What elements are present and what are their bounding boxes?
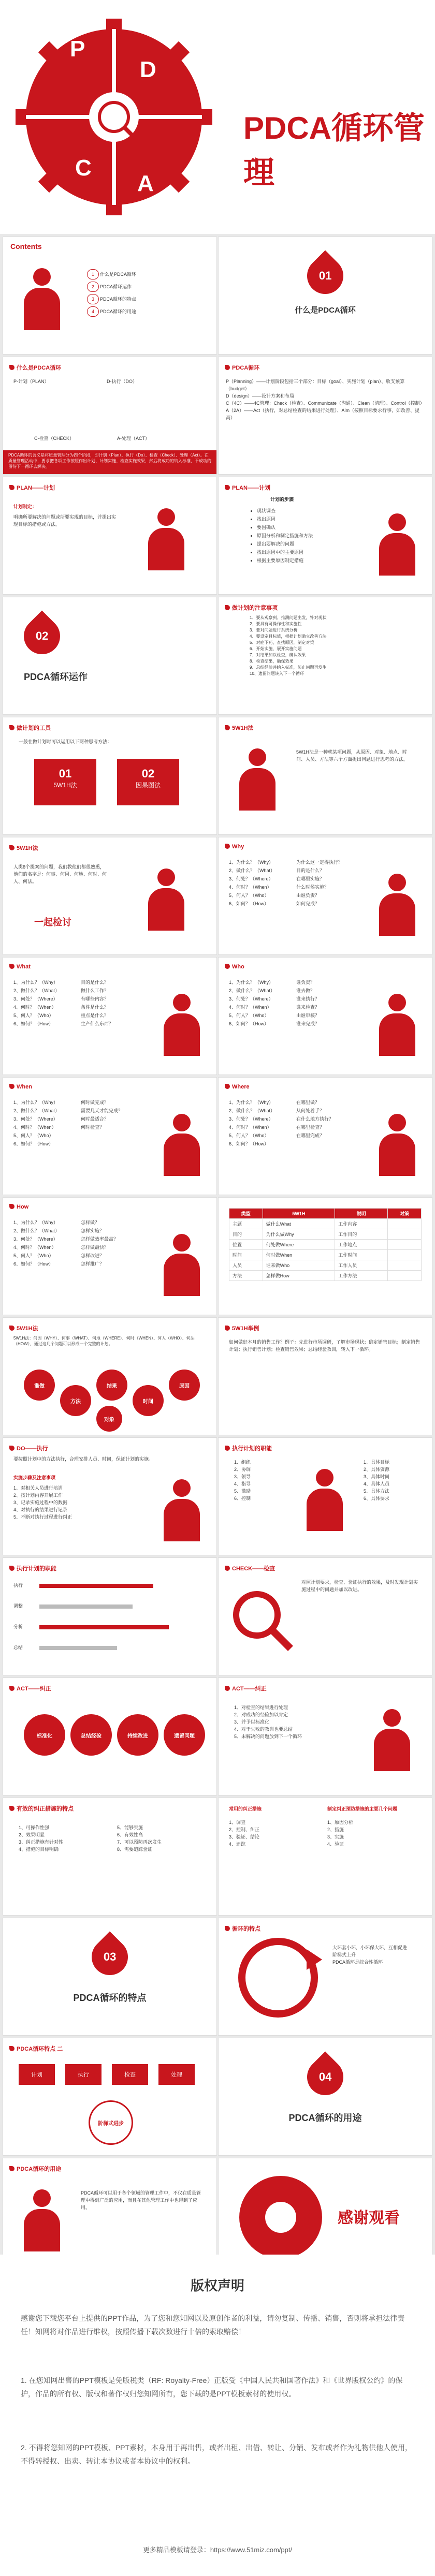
slide-title: 5W1H法 <box>225 724 254 732</box>
person-icon <box>301 1469 348 1531</box>
plan-step: • 找出原因 <box>257 516 313 523</box>
note-item: 3、要对问题进行系统分析 <box>250 628 298 632</box>
plan-text: 明确所要解决的问题或所要实现的目标，并提出实现目标的措施或方法。 <box>13 514 117 527</box>
slide-how <box>3 1198 216 1315</box>
pdca-item: A（2A）——Act（执行，对总结检查的结果进行处理）、Aim（按照目标要求行事，如改善、提高） <box>226 408 420 420</box>
person-icon <box>143 508 190 570</box>
person-icon <box>158 994 205 1056</box>
question: 2、做什么？（What） <box>13 1228 60 1233</box>
magnifier-icon <box>226 1584 298 1656</box>
plan-label: 计划制定： <box>13 504 37 509</box>
person-icon <box>158 1479 205 1541</box>
question: 2、做什么？（What） <box>13 1108 60 1113</box>
question: 2、做什么？（What） <box>229 988 276 993</box>
question: 6、如何？（How） <box>229 901 269 906</box>
progress-bar <box>39 1605 133 1609</box>
bar-label: 执行 <box>13 1583 23 1588</box>
5w1h-table: 类型 5W1H 说明 对策 主题 做什么What 工作内容 目的 为什么做Why 工作目的 位置 何处做Where 工作地点 时间 何时做When 工作时间 人员 谁来做Who 工作人员 方法 怎样做How 工作方法 <box>229 1208 422 1281</box>
act-item: 4、对于失败的教训也要总结 <box>234 1727 293 1732</box>
answer: 有哪些内容？ <box>81 996 109 1002</box>
slide-title: Where <box>225 1084 250 1090</box>
cycle-step: 处理 <box>158 2064 195 2085</box>
slide-title: ACT——纠正 <box>225 1684 267 1692</box>
note-item: 7、对结果加以检查，确认效果 <box>250 653 306 657</box>
note-item: 5、对症下药，查找原因，制定对策 <box>250 640 314 645</box>
slogan-text: 人类6个提案的问题，我们教他们都很熟悉，他们的名字是：何事、何因、何地、何时、何人、何法。 <box>13 864 107 884</box>
progress-bar <box>39 1646 117 1650</box>
function-item: 5、激励 <box>234 1489 251 1494</box>
measure-item: 2、控制、纠正 <box>229 1827 260 1832</box>
question: 6、如何？（How） <box>13 1021 54 1026</box>
corrective-item: 6、有效性高 <box>117 1832 143 1837</box>
thanks-text: 感谢观看 <box>338 2210 400 2227</box>
copyright-paragraph: 感谢您下载您平台上提供的PPT作品，为了您和您知网以及原创作者的利益，请勿复制、传播、销售，否则将承担法律责任！知网将对作品进行维权，按照传播下载次数进行十倍的索取赔偿！ <box>21 2314 405 2336</box>
tool-5w1h[interactable]: 01 5W1H法 <box>34 759 96 805</box>
pdca-label-d: D-执行（DO） <box>107 379 137 384</box>
slide-title: ACT——纠正 <box>9 1684 51 1692</box>
question: 6、如何？（How） <box>13 1141 54 1146</box>
function-item: 6、具体要求 <box>364 1496 390 1501</box>
function-item: 1、组织 <box>234 1460 251 1465</box>
slide-title: When <box>9 1084 32 1090</box>
table-row: 时间 何时做When 工作时间 <box>229 1250 422 1260</box>
do-step: 2、按计划内容开展工作 <box>13 1493 63 1498</box>
copyright-title: 版权声明 <box>190 2278 244 2293</box>
slide-act-2 <box>219 1678 432 1795</box>
slide-act-1 <box>3 1678 216 1795</box>
slide-title: How <box>9 1204 28 1210</box>
contents-item[interactable]: 2 PDCA循环运作 <box>86 281 136 293</box>
slide-5w1h-table <box>219 1198 432 1315</box>
slide-title: 做计划的注意事项 <box>225 603 278 612</box>
do-step: 1、对相关人员进行培训 <box>13 1485 63 1491</box>
question: 5、何人？（Who） <box>13 1013 54 1018</box>
question: 3、何处？（Where） <box>229 996 273 1002</box>
corrective-item: 2、效果明显 <box>19 1832 45 1837</box>
slide-corrective <box>3 1798 216 1915</box>
question: 1、为什么？（Why） <box>229 980 274 985</box>
answer: 生产什么东西？ <box>81 1021 114 1026</box>
question: 1、为什么？（Why） <box>13 1100 59 1105</box>
slide-section-03 <box>3 1918 216 2035</box>
contents-list <box>86 268 136 318</box>
question: 5、何人？（Who） <box>229 1013 269 1018</box>
table-row: 人员 谁来做Who 工作人员 <box>229 1260 422 1271</box>
section-number-badge: 02 <box>17 611 68 662</box>
slide-plan-2 <box>219 477 432 594</box>
answer: 谁来完成？ <box>296 1021 320 1026</box>
cycle-step: 计划 <box>19 2064 55 2085</box>
slide-title: 5W1H法 <box>9 1324 38 1332</box>
5w1h-text: 5W1H法是一种就某项问题，从原因、对象、地点、时间、人员、方法等六个方面提出问题进行思考的方法。 <box>296 749 409 762</box>
slide-title: PDCA循环的用途 <box>9 2165 61 2173</box>
answer: 从何处着手？ <box>296 1108 325 1113</box>
answer: 何时最适合？ <box>81 1116 109 1122</box>
copyright-paragraph: 1. 在您知网出售的PPT模板是免版税类（RF: Royalty-Free）正版受《中国人民共和国著作法》和《世界版权公约》的保护，作品的所有权、版权和著作权归您知网所有，您下载的是PPT模板素材的使用权。 <box>21 2376 403 2398</box>
contents-item[interactable]: 1 什么是PDCA循环 <box>86 268 136 281</box>
question: 6、如何？（How） <box>13 1261 54 1267</box>
person-icon <box>158 1234 205 1296</box>
table-row: 目的 为什么做Why 工作目的 <box>229 1229 422 1240</box>
answer: 在哪里做？ <box>296 1100 320 1105</box>
slide-do-bars <box>3 1558 216 1675</box>
function-item: 3、领导 <box>234 1474 251 1479</box>
pdca-item: P（Planning）——计划阶段包括三个部分：目标（goal）、实施计划（plan）、收支预算（budget） <box>226 379 405 391</box>
answer: 为什么这一定得执行？ <box>296 860 343 865</box>
slide-where <box>219 1078 432 1195</box>
person-icon <box>374 874 421 936</box>
answer: 条件是什么？ <box>81 1005 109 1010</box>
table-row: 位置 何处做Where 工作地点 <box>229 1240 422 1250</box>
bar-label: 总结 <box>13 1645 23 1650</box>
circle-node: 对象 <box>96 1406 122 1432</box>
answer: 谁来执行？ <box>296 996 320 1002</box>
plan-steps-heading: 计划的步骤 <box>270 497 294 502</box>
section-number-badge: 01 <box>300 251 351 302</box>
contents-item[interactable]: 4 PDCA循环的用途 <box>86 305 136 318</box>
cover-letter-c: C <box>75 155 92 181</box>
answer: 重点是什么？ <box>81 1013 109 1018</box>
slide-section-04 <box>219 2038 432 2155</box>
question: 4、何时？（When） <box>229 1005 272 1010</box>
slide-title: Why <box>225 844 244 850</box>
act-item: 5、未解决的问题放到下一个循环 <box>234 1734 302 1739</box>
question: 1、为什么？（Why） <box>229 1100 274 1105</box>
slide-corrective-measures <box>219 1798 432 1915</box>
section-number-badge: 04 <box>300 2052 351 2103</box>
answer: 需要几天才能完成？ <box>81 1108 123 1113</box>
person-icon <box>19 2189 65 2251</box>
circles-text: 5W1H法：何因（WHY）、何事（WHAT）、何地（WHERE）、何时（WHEN）、何人（WHO）、何法（HOW），通过这几个问题可以形成一个完整的计划。 <box>13 1336 195 1346</box>
note-item: 6、开始实施，展开实施问题 <box>250 646 302 651</box>
plan-step: • 要因确认 <box>257 524 313 531</box>
act-circle: 总结经验 <box>70 1714 112 1756</box>
question: 4、何时？（When） <box>229 885 272 890</box>
question: 2、做什么？（What） <box>229 868 276 873</box>
person-icon <box>143 869 190 931</box>
function-item: 2、协调 <box>234 1467 251 1472</box>
question: 2、做什么？（What） <box>13 988 60 993</box>
question: 6、如何？（How） <box>229 1141 269 1146</box>
table-row: 方法 怎样做How 工作方法 <box>229 1271 422 1281</box>
answer: 何时做完成？ <box>81 1100 109 1105</box>
center-circle: 阶梯式进步 <box>89 2100 133 2145</box>
function-item: 6、控制 <box>234 1496 251 1501</box>
circle-node: 谁做 <box>24 1370 55 1401</box>
slide-tools <box>3 717 216 834</box>
slide-title: DO——执行 <box>9 1444 48 1452</box>
plan-step: • 找出原因中的主要原因 <box>257 549 313 556</box>
copyright-link[interactable]: 更多精品模板请登录：https://www.51miz.com/ppt/ <box>142 2546 293 2554</box>
note-item: 1、要从观察到、推测问题出发，针对现状 <box>250 615 327 620</box>
measure-item: 3、实施 <box>327 1834 344 1839</box>
slide-title: PLAN——计划 <box>225 483 270 492</box>
copyright-panel <box>0 2255 435 2576</box>
slide-when <box>3 1078 216 1195</box>
answer: 怎样做最快？ <box>81 1245 109 1250</box>
corrective-item: 3、纠正措施有针对性 <box>19 1839 64 1845</box>
question: 4、何时？（When） <box>229 1125 272 1130</box>
slide-section-02 <box>3 597 216 714</box>
corrective-item: 1、可操作性强 <box>19 1825 50 1830</box>
slide-title: Who <box>225 964 244 970</box>
answer: 如何完成？ <box>296 901 320 906</box>
answer: 在哪里检查？ <box>296 1125 325 1130</box>
slide-title: 执行计划的职能 <box>225 1444 272 1452</box>
feature-item: 阶梯式上升 <box>332 1952 356 1957</box>
example-text: 如何做好本月的销售工作？例子：先进行市场调研，了解市场现状；确定销售目标；制定销售计划；执行销售计划；检查销售效果；总结经验教训，转入下一循环。 <box>229 1339 421 1352</box>
contents-item[interactable]: 3 PDCA循环的特点 <box>86 293 136 305</box>
question: 3、何处？（Where） <box>13 1116 58 1122</box>
plan-step: • 现状调查 <box>257 507 313 514</box>
cycle-step: 检查 <box>112 2064 148 2085</box>
slide-title: 执行计划的职能 <box>9 1564 56 1572</box>
question: 3、何处？（Where） <box>13 996 58 1002</box>
act-item: 2、对成功的经验加以肯定 <box>234 1712 288 1717</box>
slide-title: 做计划的工具 <box>9 724 51 732</box>
question: 4、何时？（When） <box>13 1125 56 1130</box>
do-step: 5、不断对执行过程进行纠正 <box>13 1514 72 1520</box>
slide-what-is-pdca <box>3 357 216 474</box>
slide-who <box>219 958 432 1074</box>
progress-bar <box>39 1625 169 1629</box>
measure-item: 1、原因分析 <box>327 1820 354 1825</box>
slide-title: 5W1H法 <box>9 844 38 852</box>
note-item: 4、要设定目标值，根据计划确立改善方法 <box>250 634 327 639</box>
slide-title: CHECK——检查 <box>225 1564 275 1572</box>
slide-5w1h-circles <box>3 1318 216 1435</box>
question: 3、何处？（Where） <box>13 1237 58 1242</box>
question: 1、为什么？（Why） <box>229 860 274 865</box>
question: 5、何人？（Who） <box>229 1133 269 1138</box>
cycle-icon <box>229 1929 327 2027</box>
corrective-item: 7、可以预防再次发生 <box>117 1839 162 1845</box>
slide-section-01 <box>219 237 432 354</box>
note-item: 9、总结经验并纳入标准，防止问题再发生 <box>250 665 327 670</box>
act-circle: 遗留问题 <box>164 1714 205 1756</box>
person-icon <box>158 1114 205 1176</box>
answer: 怎样做效率最高？ <box>81 1237 119 1242</box>
function-item: 4、具体人员 <box>364 1481 390 1486</box>
gear-graphic <box>10 3 218 231</box>
act-item: 1、对检查的结果进行处理 <box>234 1705 288 1710</box>
cover-letter-a: A <box>137 171 154 196</box>
act-circle: 标准化 <box>24 1714 65 1756</box>
person-icon <box>374 994 421 1056</box>
question: 3、何处？（Where） <box>229 876 273 881</box>
note-item: 2、要具有可操作性和实施性 <box>250 622 302 626</box>
measure-item: 4、验证 <box>327 1842 344 1847</box>
tool-fishbone[interactable]: 02 因果图法 <box>117 759 179 805</box>
act-item: 3、并予以标准化 <box>234 1719 270 1725</box>
answer: 谁负责？ <box>296 980 315 985</box>
cover-title: PDCA循环管理 <box>243 111 425 190</box>
left-title: 常用的纠正措施 <box>229 1806 262 1812</box>
slide-title: 循环的特点 <box>225 1924 260 1933</box>
section-title: PDCA循环的用途 <box>288 2113 362 2123</box>
feature-item: PDCA循环是综合性循环 <box>332 1960 383 1965</box>
do-sub: 实施步骤及注意事项 <box>13 1475 56 1480</box>
function-item: 4、指导 <box>234 1481 251 1486</box>
slogan: 一起检讨 <box>34 917 71 928</box>
function-item: 2、具体资源 <box>364 1467 390 1472</box>
question: 5、何人？（Who） <box>13 1133 54 1138</box>
person-icon <box>374 1114 421 1176</box>
section-title: 什么是PDCA循环 <box>295 306 356 315</box>
slide-contents <box>3 237 216 354</box>
gear-small-icon <box>229 2166 332 2269</box>
contents-heading: Contents <box>10 242 42 251</box>
question: 3、何处？（Where） <box>229 1116 273 1122</box>
slide-title: 什么是PDCA循环 <box>9 363 61 372</box>
slide-title: 有效的纠正措施的特点 <box>9 1804 74 1813</box>
function-item: 3、具体时间 <box>364 1474 390 1479</box>
copyright-paragraph: 2. 不得将您知网的PPT模板、PPT素材，本身用于再出售，或者出租、出借、转让、分销、发布或者作为礼物供他人使用，不得转授权、出卖、转让本协议或者本协议中的权利。 <box>21 2443 413 2465</box>
slide-plan-notes <box>219 597 432 714</box>
measure-item: 1、调查 <box>229 1820 246 1825</box>
answer: 在什么地方执行？ <box>296 1116 334 1122</box>
slide-what <box>3 958 216 1074</box>
slide-title: 5W1H举例 <box>225 1324 259 1332</box>
plan-step: • 根据主要原因制定措施 <box>257 557 313 564</box>
slide-check <box>219 1558 432 1675</box>
person-icon <box>369 1709 415 1771</box>
answer: 怎样推广？ <box>81 1261 105 1267</box>
section-title: PDCA循环的特点 <box>73 1993 147 2003</box>
question: 5、何人？（Who） <box>229 893 269 898</box>
measure-item: 4、追踪 <box>229 1842 246 1847</box>
note-item: 10、遗留问题转入下一个循环 <box>250 671 304 676</box>
cycle-step: 执行 <box>65 2064 102 2085</box>
slide-do <box>3 1438 216 1555</box>
do-step: 3、记录实施过程中的数据 <box>13 1500 68 1505</box>
question: 4、何时？（When） <box>13 1005 56 1010</box>
slide-5w1h-example <box>219 1318 432 1435</box>
question: 4、何时？（When） <box>13 1245 56 1250</box>
plan-step: • 提出要解决的问题 <box>257 540 313 548</box>
section-number-badge: 03 <box>84 1932 136 1983</box>
answer: 目的是什么？ <box>81 980 109 985</box>
answer: 目的是什么？ <box>296 868 325 873</box>
section-title: PDCA循环运作 <box>24 672 88 682</box>
right-title: 制定纠正预防措施的主要几个问题 <box>327 1806 398 1812</box>
answer: 怎样做？ <box>81 1220 100 1225</box>
answer: 怎样实施？ <box>81 1228 105 1233</box>
circle-node: 结果 <box>96 1370 127 1401</box>
answer: 怎样改进？ <box>81 1253 105 1258</box>
answer: 谁去做？ <box>296 988 315 993</box>
plan-step: • 原因分析和制定措施和方法 <box>257 532 313 539</box>
person-icon <box>19 268 65 330</box>
answer: 由谁负责？ <box>296 893 320 898</box>
tools-text: 一般在做计划时可以运用以下两种思考方法： <box>19 739 112 744</box>
answer: 做什么工作？ <box>81 988 109 993</box>
feature-item: 大环套小环，小环保大环，互相促进 <box>332 1945 408 1950</box>
slide-title: PLAN——计划 <box>9 483 55 492</box>
corrective-item: 4、措施的目标明确 <box>19 1847 59 1852</box>
question: 2、做什么？（What） <box>229 1108 276 1113</box>
slide-why <box>219 837 432 954</box>
pdca-label-c: C-检查（CHECK） <box>34 436 75 441</box>
pdca-item: C（4C）——4C管理：Check（检查）、Communicate（沟通）、Clean（清理）、Control（控制） <box>226 401 425 406</box>
question: 6、如何？（How） <box>229 1021 269 1026</box>
corrective-item: 5、能够实施 <box>117 1825 143 1830</box>
pdca-item: D（design）——设计方案和布局 <box>226 393 295 399</box>
slide-5w1h-slogan <box>3 837 216 954</box>
slide-5w1h-intro <box>219 717 432 834</box>
function-item: 1、具体目标 <box>364 1460 390 1465</box>
slide-title: What <box>9 964 31 970</box>
do-text: 要按照计划中的方法执行，合理安排人员、时间，保证计划的实施。 <box>13 1456 154 1462</box>
uses-text: PDCA循环可以用于各个领域的管理工作中，不仅在质量管理中得到广泛的应用，而且在其他管理工作中也得到了应用。 <box>81 2190 201 2210</box>
circle-node: 时间 <box>133 1385 164 1416</box>
answer: 由谁审核？ <box>296 1013 320 1018</box>
bar-label: 调整 <box>13 1603 23 1609</box>
question: 1、为什么？（Why） <box>13 980 59 985</box>
person-icon <box>374 513 421 576</box>
cover-letter-p: P <box>70 36 85 62</box>
cover-letter-d: D <box>140 57 156 82</box>
question: 5、何人？（Who） <box>13 1253 54 1258</box>
do-step: 4、对执行的结果进行记录 <box>13 1507 68 1512</box>
answer: 在哪里实施？ <box>296 876 325 881</box>
cover-slide <box>0 0 435 234</box>
slide-features-2 <box>3 2038 216 2155</box>
circle-node: 方法 <box>60 1385 91 1416</box>
answer: 谁来检查？ <box>296 1005 320 1010</box>
check-text: 对照计划要求，检查、验证执行的效果，及时发现计划实施过程中的问题并加以改进。 <box>301 1580 418 1592</box>
question: 1、为什么？（Why） <box>13 1220 59 1225</box>
measure-item: 2、措施 <box>327 1827 344 1832</box>
corrective-item: 8、需要追踪验证 <box>117 1847 153 1852</box>
pdca-label-a: A-处理（ACT） <box>117 436 150 441</box>
slide-do-functions <box>219 1438 432 1555</box>
slide-pdca-items <box>219 357 432 474</box>
function-item: 5、具体方法 <box>364 1489 390 1494</box>
bar-label: 分析 <box>13 1624 23 1629</box>
answer: 何时检查？ <box>81 1125 105 1130</box>
progress-bar <box>39 1584 153 1588</box>
act-circle: 持续改进 <box>117 1714 158 1756</box>
slide-plan-1 <box>3 477 216 594</box>
circle-node: 原因 <box>169 1370 200 1401</box>
pdca-note: PDCA循环的含义是将质量管理分为四个阶段，即计划（Plan）、执行（Do）、检查（Check）、处理（Act）。在质量管理活动中，要求把各项工作按照作出计划、计划实施、检查实施效果，然后将成功的纳入标准，不成功的留待下一循环去解决。 <box>3 450 216 474</box>
slide-title: PDCA循环 <box>225 363 259 372</box>
pdca-label-p: P-计划（PLAN） <box>13 379 49 384</box>
table-row: 主题 做什么What 工作内容 <box>229 1219 422 1229</box>
answer: 什么时候实施？ <box>296 885 329 890</box>
measure-item: 3、验证、结论 <box>229 1834 260 1839</box>
slide-title: PDCA循环特点 二 <box>9 2044 63 2053</box>
slide-features <box>219 1918 432 2035</box>
person-icon <box>234 748 281 811</box>
note-item: 8、检查结果，确保效果 <box>250 659 294 664</box>
answer: 在哪里完成？ <box>296 1133 325 1138</box>
